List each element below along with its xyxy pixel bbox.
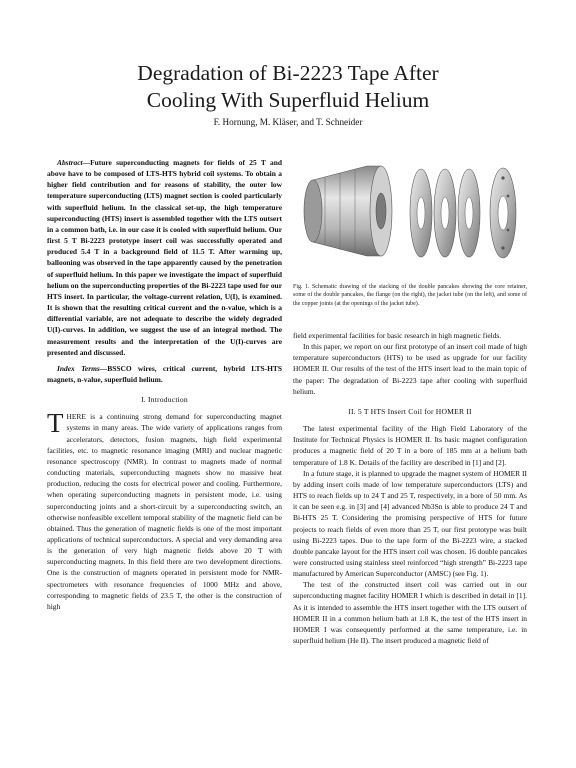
index-terms xyxy=(47,363,282,385)
figure-caption: Fig. 1. Schematic drawing of the stacking of the double pancakes showing the core retainer, some of the double pancakes, the flange (on the right), the jacket tube (on the left), and some of the copper joints (at the openings of the jacket tube). xyxy=(293,284,527,307)
index-terms-text: BSSCO wires, critical current, hybrid LTS-HTS magnets, n-value, superfluid helium. xyxy=(47,363,282,384)
section-heading-hts-insert: II. 5 T HTS Insert Coil for HOMER II xyxy=(348,406,472,416)
title-line-1: Degradation of Bi-2223 Tape After xyxy=(137,61,439,85)
abstract xyxy=(47,157,282,358)
flange xyxy=(490,168,516,258)
right-paragraph-4: In a future stage, it is planned to upgrade the magnet system of HOMER II by adding insert coils made of low temperature superconductors (LTS) and HTS to reach fields up to 24 T and 25 T, respectively, in a bore of 50 mm. As it can be seen e.g. in [3] and [4] advanced Nb3Sn is able to produce 24 T and Bi-HTS 25 T. Considering the promising perspective of HTS for future projects to reach fields of even more than 25 T, our first prototype was built using Bi-2223 tapes. Due to the tape form of the Bi-2223 wire, a stacked double pancake layout for the HTS insert coil was chosen. 16 double pancakes were constructed using stainless steel reinforced “high strength” Bi-2223 tape manufactured by American Superconductor (AMSC) (see Fig. 1). xyxy=(293,468,528,579)
right-paragraph-2: In this paper, we report on our first prototype of an insert coil made of high temperature superconductors (HTS) to be used as upgrade for our facility HOMER II. Our results of the test of the HTS insert lead to the main topic of the paper: The degradation of Bi-2223 tape after cooling with superfluid helium. xyxy=(293,342,527,396)
right-column xyxy=(293,330,527,646)
left-column xyxy=(47,157,282,612)
title-line-2: Cooling With Superfluid Helium xyxy=(146,88,430,112)
abstract-text: Future superconducting magnets for fields of 25 T and above have to be composed of LTS-HTS hybrid coil systems. To obtain a higher field contribution and for reasons of stability, the outer low temperature superconducting (LTS) magnet section is cooled particularly with superfluid helium. In the classical set-up, the high temperature superconducting (HTS) insert is assembled together with the LTS outsert in a common bath, i.e. in our case it is cooled with superfluid helium. Our first 5 T Bi-2223 prototype insert coil was successfully operated and produced 5.4 T in a background field of 11.5 T. After warming up, ballooning was observed in the tape apparently caused by the penetration of superfluid helium. In this paper we investigate the impact of superfluid helium on the superconducting properties of the Bi-2223 tape used for our HTS insert. In particular, the voltage-current relation, U(I), is examined. It is shown that the resulting critical current and the n-value, which is a differential variable, are not adequate to describe the widely degraded U(I)-curves. In addition, we suggest the use of an integral method. The measurement results and the interpretation of the U(I)-curves are presented and discussed. xyxy=(47,158,282,357)
paper-title xyxy=(40,60,536,114)
authors: F. Hornung, M. Kläser, and T. Schneider xyxy=(213,117,363,127)
jacket-tube xyxy=(304,166,392,256)
abstract-label: Abstract— xyxy=(57,158,91,167)
index-terms-label: Index Terms— xyxy=(57,363,108,373)
section-heading-introduction: I. Introduction xyxy=(141,395,188,405)
right-paragraph-1: field experimental facilities for basic research in high magnetic fields. xyxy=(293,331,502,340)
figure-1-drawing xyxy=(295,158,529,268)
right-paragraph-3: The latest experimental facility of the High Field Laboratory of the Institute for Technical Physics is HOMER II. Its basic magnet configuration produces a magnetic field of 20 T in a bore of 185 mm at a helium bath temperature of 1.8 K. Details of the facility are described in [1] and [2]. xyxy=(293,424,527,467)
intro-text: HERE is a continuing strong demand for superconducting magnet systems in many areas. The wide variety of applications ranges from accelerators, detectors, fusion magnets, high field experimental facilities, etc. to magnetic resonance imaging (MRI) and nuclear magnetic resonance spectroscopy (NMR). In contrast to magnets made of normal conducting materials, superconducting magnets show no massive heat production, reducing the costs for electrical power and cooling. Furthermore, when operating superconducting magnets in persistent mode, i.e. using superconducting joints and a short-circuit by a superconducting switch, an otherwise nonfeasible excellent temporal stability of the magnetic field can be obtained. Thus the generation of magnetic fields is one of the most important applications of technical superconductors. A special and very demanding area is the generation of very high magnetic fields above 20 T with superconducting magnets. In this field there are two development directions. One is the construction of magnets operated in persistent mode for NMR-spectrometers with resonance frequencies of 1000 MHz and above, corresponding to magnetic fields of 23.5 T, the other is the construction of high xyxy=(47,412,282,611)
drop-cap: T xyxy=(47,408,64,439)
intro-paragraph xyxy=(47,408,282,612)
double-pancakes xyxy=(410,169,480,257)
right-paragraph-5: The test of the constructed insert coil was carried out in our superconducting magnet facility HOMER I which is described in detail in [1]. As it is intended to assemble the HTS insert together with the LTS outsert of HOMER II in a common helium bath at 1.8 K, the test of the HTS insert in HOMER I was consequently performed at the same temperature, i.e. in superfluid helium (He II). The insert produced a magnetic field of xyxy=(293,580,527,646)
